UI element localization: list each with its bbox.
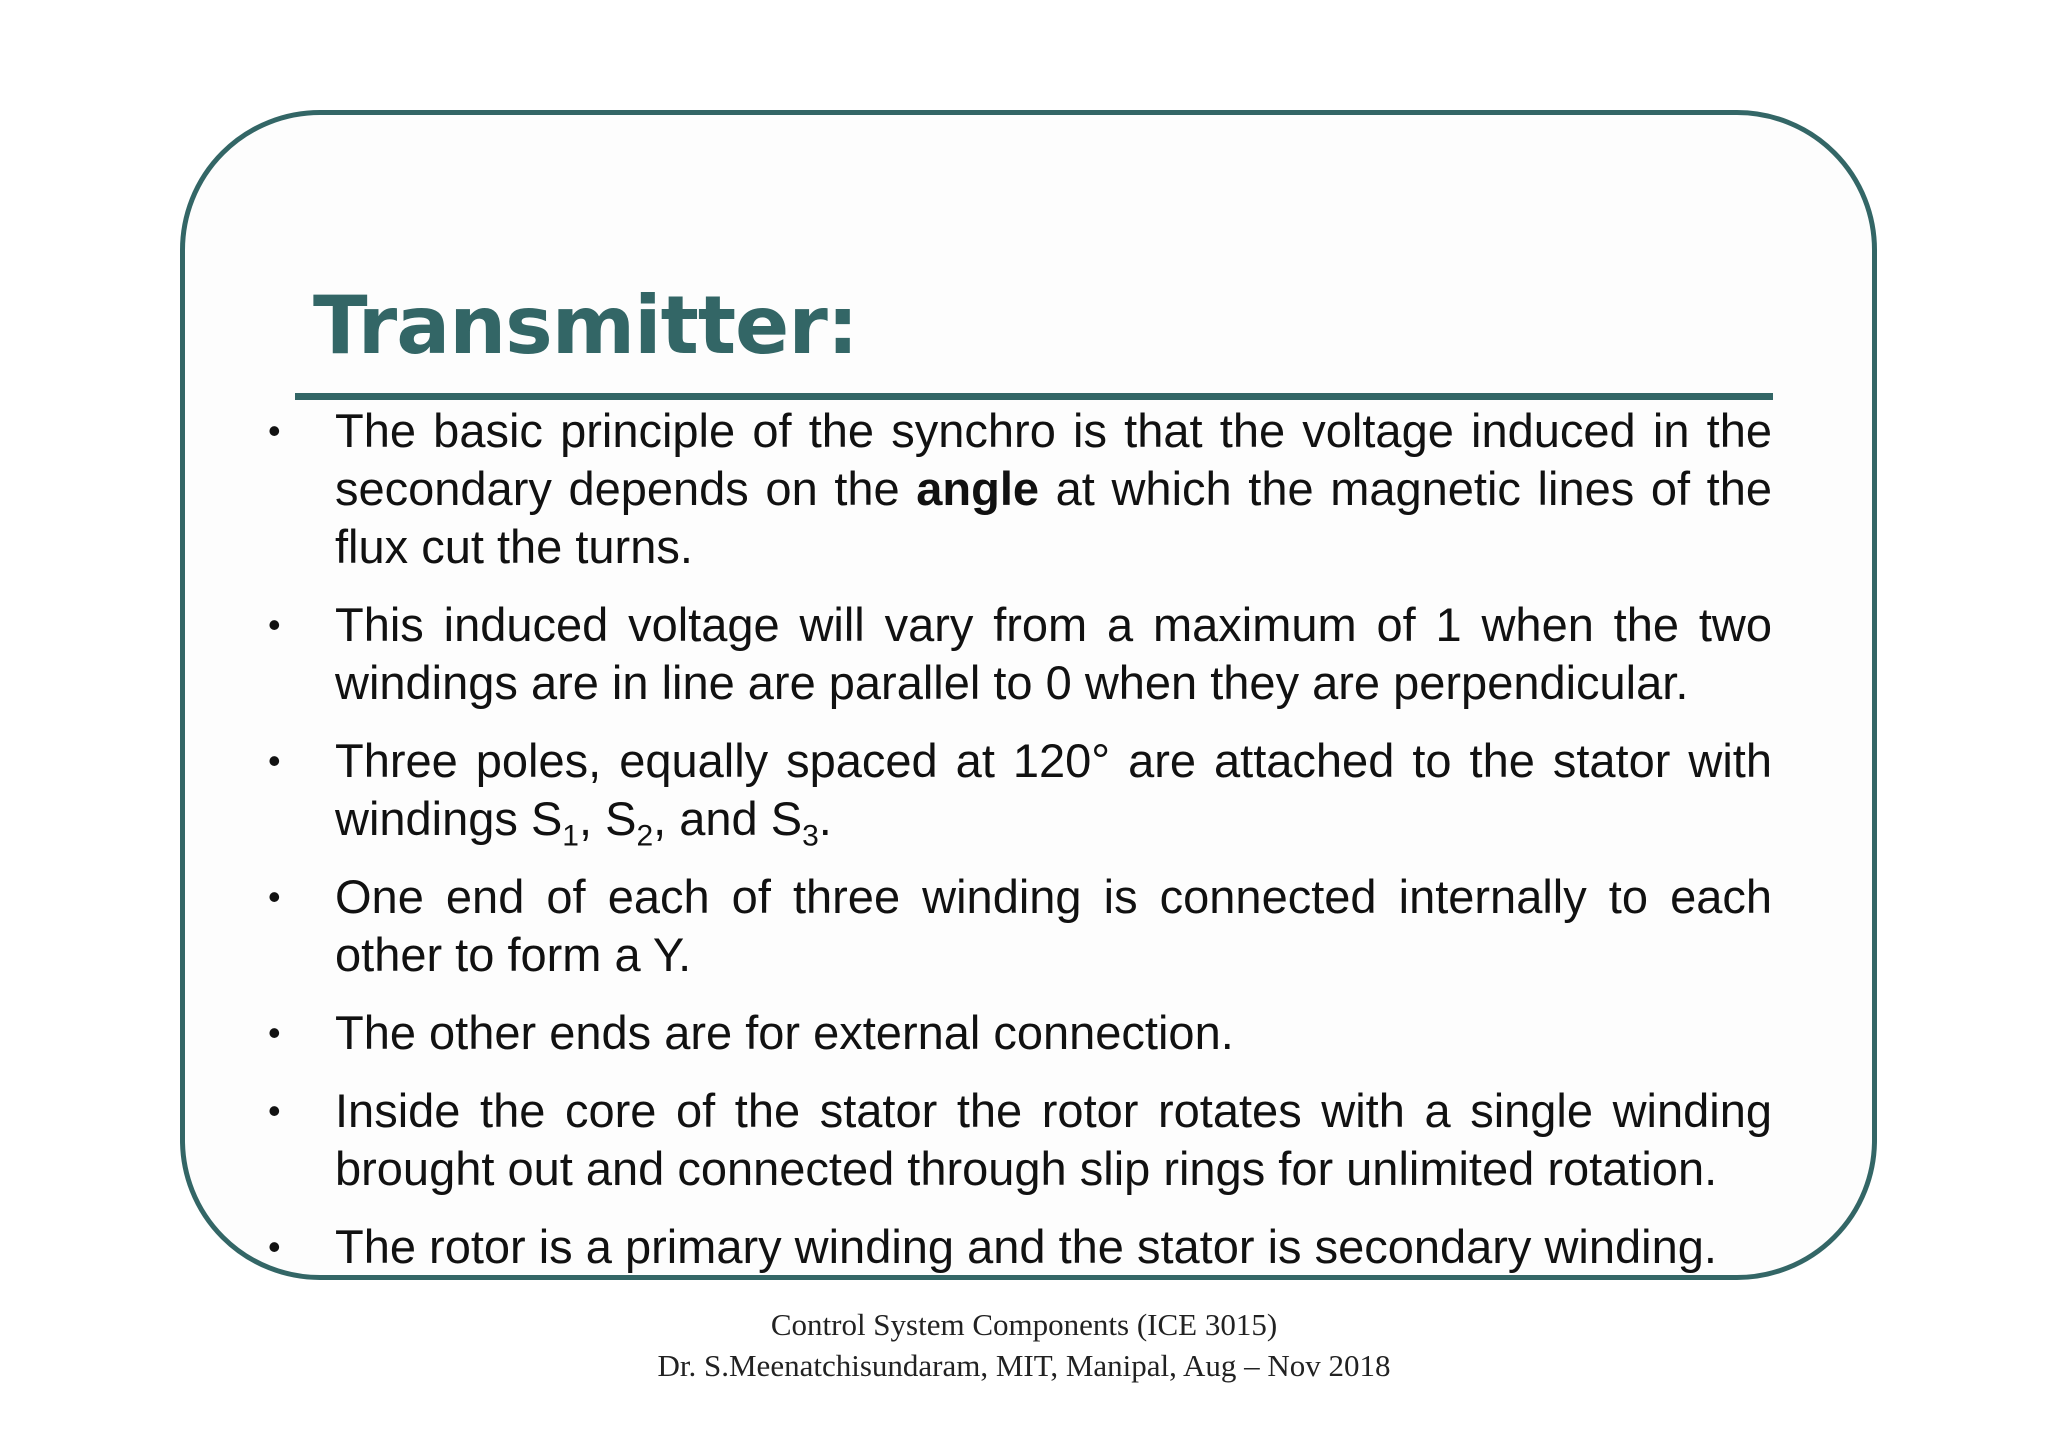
subscript: 1 bbox=[562, 819, 579, 853]
bullet-item bbox=[260, 868, 1772, 984]
footer-course: Control System Components (ICE 3015) bbox=[770, 1307, 1278, 1342]
bullet-text: Three poles, equally spaced at 120° are attached to the stator with windings S bbox=[335, 734, 1772, 845]
bullet-text: One end of each of three winding is connected internally to each other to form a Y. bbox=[335, 870, 1772, 981]
bullet-text: This induced voltage will vary from a maximum of 1 when the two windings are in line are parallel to 0 when they are perpendicular. bbox=[335, 598, 1772, 709]
footer-author: Dr. S.Meenatchisundaram, MIT, Manipal, Aug – Nov 2018 bbox=[657, 1348, 1391, 1383]
bullet-item bbox=[260, 1218, 1772, 1276]
bullet-icon: • bbox=[268, 604, 281, 645]
bullet-list bbox=[260, 402, 1772, 1296]
title-underline bbox=[295, 393, 1773, 400]
bullet-icon: • bbox=[268, 1012, 281, 1053]
bullet-bold-text: angle bbox=[916, 462, 1040, 515]
bullet-text: The basic principle of the synchro is that the voltage induced in the secondary depends on the bbox=[335, 404, 1772, 515]
subscript: 2 bbox=[636, 819, 654, 853]
bullet-icon: • bbox=[268, 410, 281, 451]
bullet-text: Inside the core of the stator the rotor rotates with a single winding brought out and connected through slip rings for unlimited rotation. bbox=[335, 1084, 1772, 1195]
bullet-text: . bbox=[818, 792, 832, 845]
bullet-icon: • bbox=[268, 1090, 281, 1131]
bullet-item bbox=[260, 1082, 1772, 1198]
subscript: 3 bbox=[802, 819, 819, 853]
bullet-item bbox=[260, 732, 1772, 853]
slide-title: Transmitter: bbox=[313, 279, 858, 372]
bullet-text: The other ends are for external connection. bbox=[335, 1006, 1234, 1059]
bullet-icon: • bbox=[268, 1226, 281, 1267]
bullet-icon: • bbox=[268, 740, 281, 781]
bullet-item bbox=[260, 596, 1772, 712]
bullet-text: , S bbox=[578, 792, 637, 845]
bullet-text: The rotor is a primary winding and the stator is secondary winding. bbox=[335, 1220, 1717, 1273]
bullet-text: , and S bbox=[653, 792, 803, 845]
bullet-text: at which the magnetic lines of the flux cut the turns. bbox=[335, 462, 1772, 573]
bullet-item bbox=[260, 1004, 1772, 1062]
bullet-icon: • bbox=[268, 876, 281, 917]
bullet-item bbox=[260, 402, 1772, 576]
